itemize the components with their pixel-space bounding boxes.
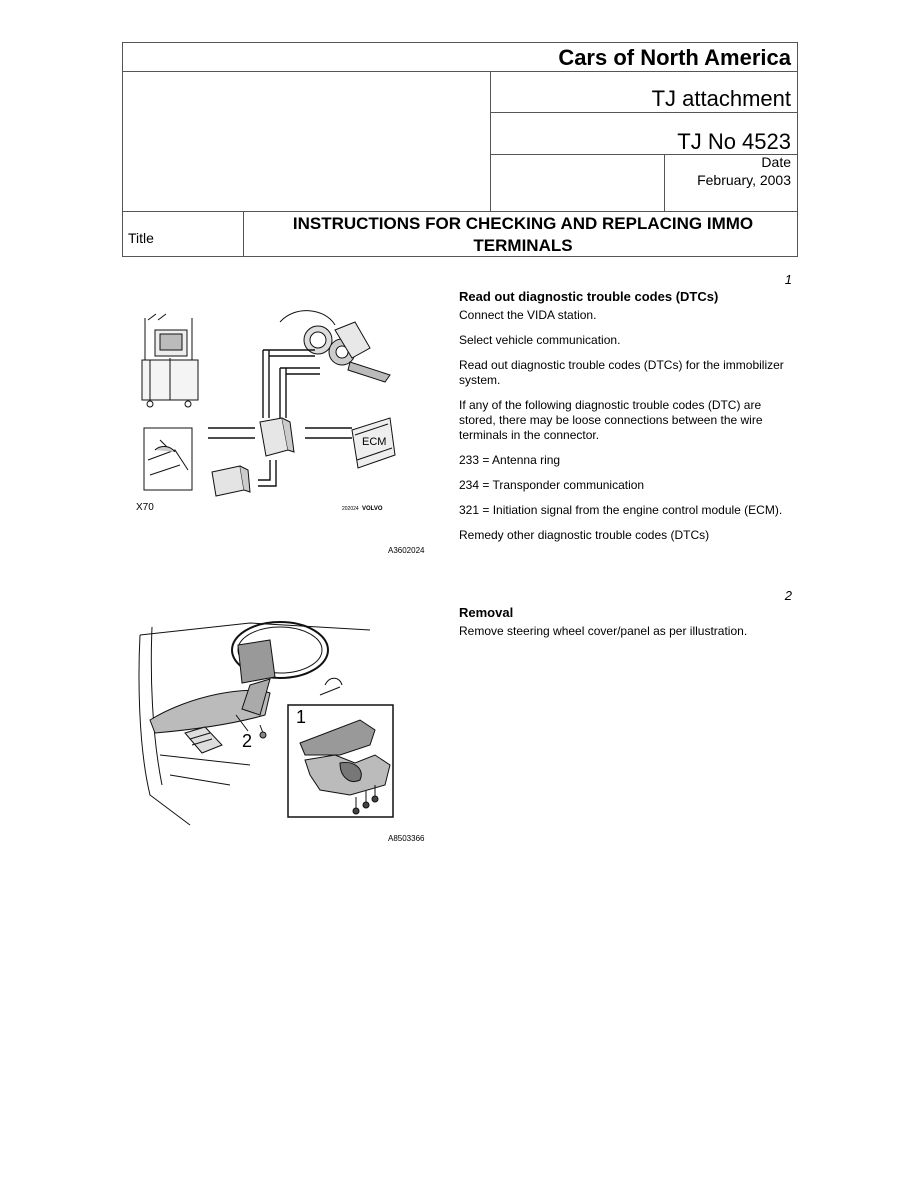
antenna-ring-drawing [280,311,390,382]
step-heading: Read out diagnostic trouble codes (DTCs) [459,289,719,304]
date-value: February, 2003 [697,172,791,188]
header-rule [123,71,797,72]
header-rule [243,211,244,256]
figure-code: A3602024 [388,546,425,555]
step-number: 2 [784,588,792,603]
vida-station-drawing [142,314,198,407]
volvo-logo-text: VOLVO [362,506,383,512]
header-rule [664,154,665,211]
immobilizer-module-drawing [260,418,294,456]
step-paragraph: Remove steering wheel cover/panel as per illustration. [459,624,748,638]
central-electronic-module-drawing [212,466,250,496]
step-paragraph: 233 = Antenna ring [459,453,561,467]
step-paragraph: If any of the following diagnostic trouble codes (DTC) are stored, there may be loose connections between the wire terminals in the connector. [459,398,763,442]
x70-label: X70 [136,502,154,513]
figure-small-code: 202024 [342,506,359,512]
immobilizer-diagram-illustration [130,300,430,515]
callout-1: 1 [296,707,307,727]
header-rule [490,112,797,113]
step-paragraph: Connect the VIDA station. [459,308,597,322]
steering-panel-removal-illustration [130,615,398,827]
step1-text [459,289,799,553]
document-header [122,42,798,257]
ecm-label: ECM [362,436,387,448]
step-paragraph: Remedy other diagnostic trouble codes (DTCs) [459,528,710,542]
step-heading: Removal [459,605,514,620]
header-rule [123,211,797,212]
step-paragraph: 321 = Initiation signal from the engine control module (ECM). [459,503,783,517]
step-paragraph: 234 = Transponder communication [459,478,645,492]
step-paragraph: Read out diagnostic trouble codes (DTCs) for the immobilizer system. [459,358,784,387]
header-rule [490,71,491,211]
x70-interior-inset [144,428,192,490]
tj-attachment-label: TJ attachment [651,86,791,111]
step2-text [459,605,799,649]
callout-2: 2 [242,731,253,751]
document-title: INSTRUCTIONS FOR CHECKING AND REPLACING IMMO TERMINALS [292,214,754,255]
step-number: 1 [784,272,792,287]
date-label: Date [761,154,791,170]
company-name: Cars of North America [558,45,791,70]
figure-code: A8503366 [388,834,425,843]
tj-number: TJ No 4523 [677,129,791,154]
step-paragraph: Select vehicle communication. [459,333,621,347]
title-label: Title [128,230,154,246]
